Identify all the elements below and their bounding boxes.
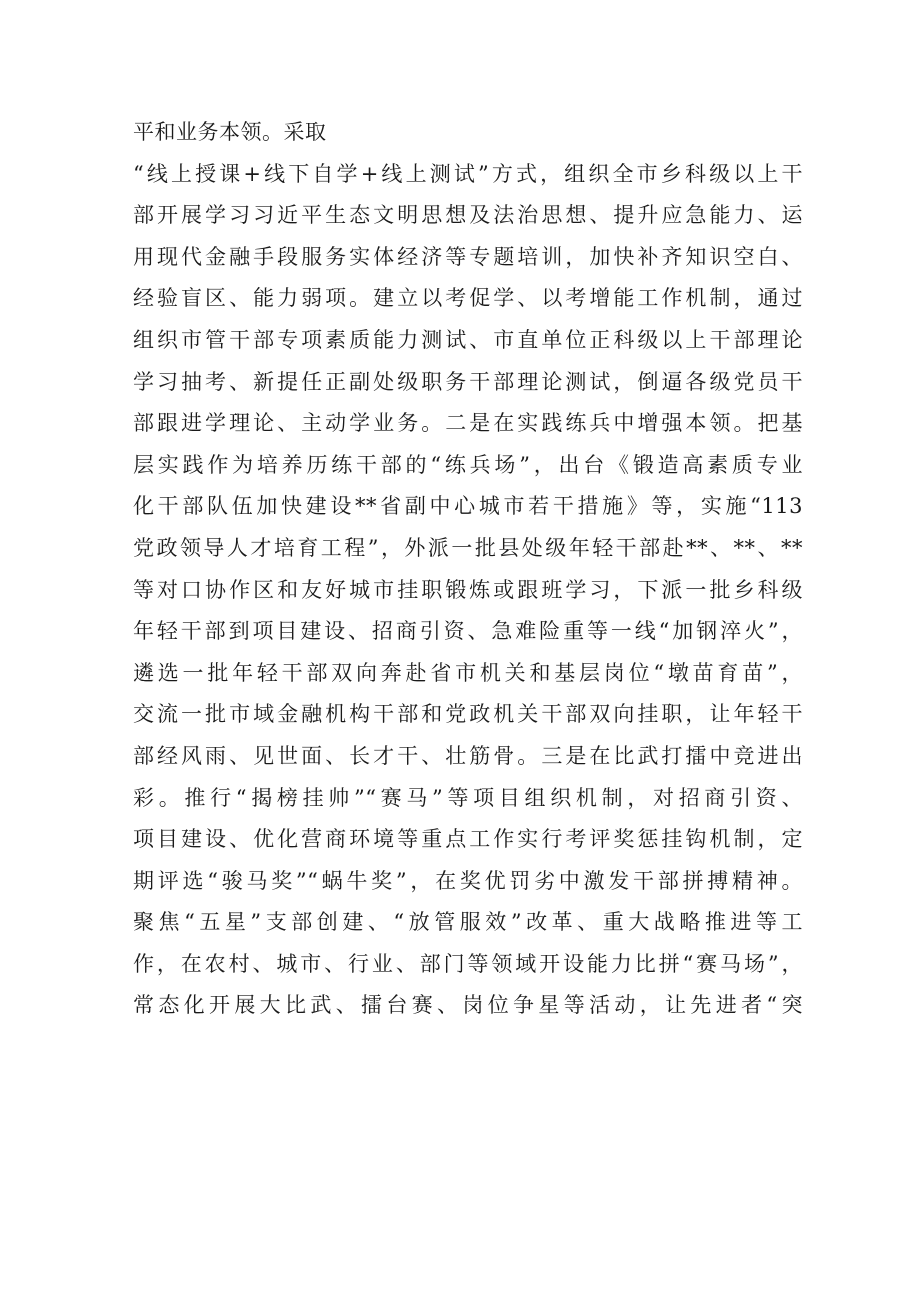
- text-line: 部跟进学理论、主动学业务。二是在实践练兵中增强本领。把基: [133, 411, 803, 436]
- text-line: 平和业务本领。采取: [133, 120, 327, 144]
- body-paragraph: [133, 112, 803, 1027]
- text-line: 经验盲区、能力弱项。建立以考促学、以考增能工作机制，通过: [133, 286, 803, 311]
- text-line: 常态化开展大比武、擂台赛、岗位争星等活动，让先进者“突: [133, 993, 803, 1018]
- text-line: 等对口协作区和友好城市挂职锻炼或跟班学习，下派一批乡科级: [133, 577, 803, 602]
- text-line: 用现代金融手段服务实体经济等专题培训，加快补齐知识空白、: [133, 244, 803, 269]
- text-line: 作，在农村、城市、行业、部门等领域开设能力比拼“赛马场”，: [133, 951, 803, 976]
- text-line: 遴选一批年轻干部双向奔赴省市机关和基层岗位“墩苗育苗”，: [133, 660, 803, 685]
- text-line: “线上授课+线下自学+线上测试”方式，组织全市乡科级以上干: [133, 161, 803, 186]
- text-line: 部经风雨、见世面、长才干、壮筋骨。三是在比武打擂中竞进出: [133, 743, 803, 768]
- text-line: 部开展学习习近平生态文明思想及法治思想、提升应急能力、运: [133, 203, 803, 228]
- text-line: 年轻干部到项目建设、招商引资、急难险重等一线“加钢淬火”，: [133, 619, 803, 644]
- text-line: 化干部队伍加快建设**省副中心城市若干措施》等，实施“113: [133, 494, 803, 519]
- text-line: 交流一批市域金融机构干部和党政机关干部双向挂职，让年轻干: [133, 702, 803, 727]
- text-line: 期评选“骏马奖”“蜗牛奖”，在奖优罚劣中激发干部拼搏精神。: [133, 868, 803, 893]
- text-line: 学习抽考、新提任正副处级职务干部理论测试，倒逼各级党员干: [133, 369, 803, 394]
- text-line: 层实践作为培养历练干部的“练兵场”，出台《锻造高素质专业: [133, 452, 803, 477]
- text-line: 彩。推行“揭榜挂帅”“赛马”等项目组织机制，对招商引资、: [133, 785, 803, 810]
- text-line: 项目建设、优化营商环境等重点工作实行考评奖惩挂钩机制，定: [133, 827, 803, 852]
- text-line: 组织市管干部专项素质能力测试、市直单位正科级以上干部理论: [133, 327, 803, 352]
- text-line: 聚焦“五星”支部创建、“放管服效”改革、重大战略推进等工: [133, 910, 803, 935]
- text-line: 党政领导人才培育工程”，外派一批县处级年轻干部赴**、**、**: [133, 535, 803, 560]
